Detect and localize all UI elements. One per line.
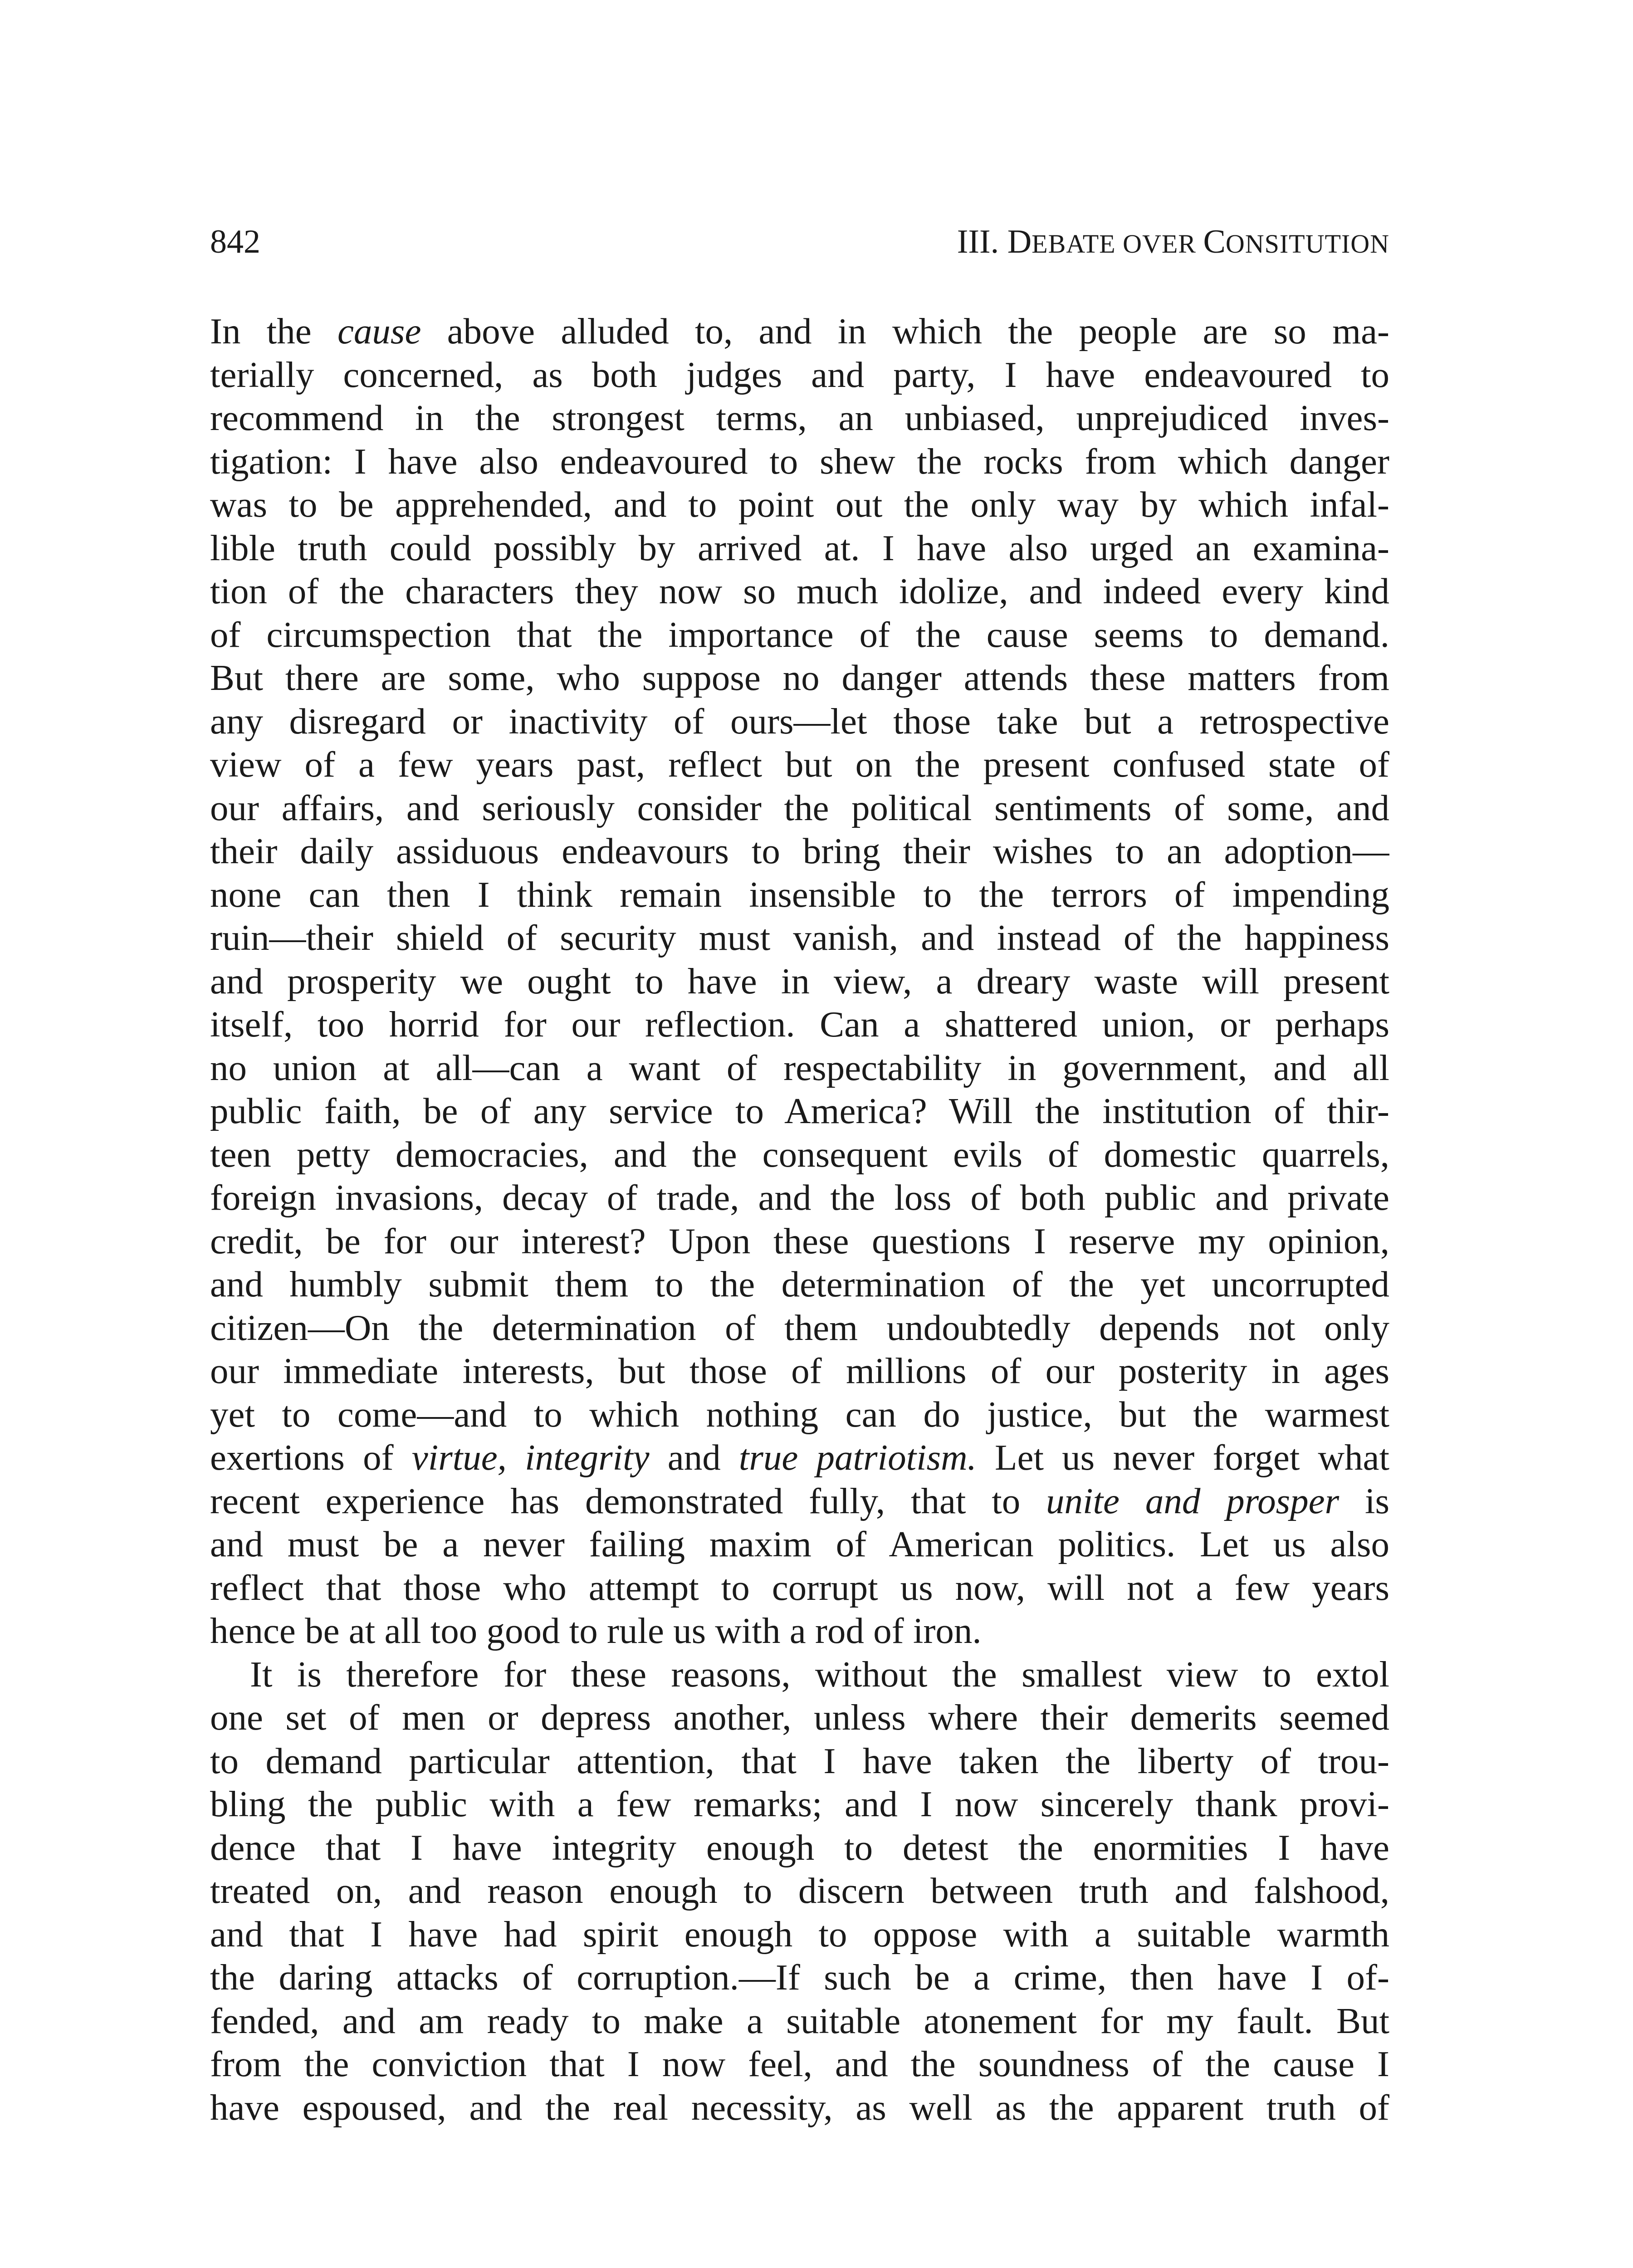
line-text: from the conviction that I now feel, and the soundness of the cause I	[210, 2043, 1389, 2084]
italic-text: unite and prosper	[1046, 1480, 1340, 1521]
line-text: citizen—On the determination of them undoubtedly depends not only	[210, 1307, 1389, 1348]
text-line	[210, 1436, 1389, 1480]
line-text: none can then I think remain insensible to the terrors of impending	[210, 874, 1389, 915]
text-line	[210, 960, 1389, 1003]
line-text: was to be apprehended, and to point out the only way by which infal-	[210, 484, 1389, 525]
line-text: tigation: I have also endeavoured to shew the rocks from which danger	[210, 440, 1389, 482]
text-line	[210, 1263, 1389, 1306]
text-line	[210, 830, 1389, 873]
line-text: credit, be for our interest? Upon these questions I reserve my opinion,	[210, 1220, 1389, 1261]
text-line	[210, 656, 1389, 700]
line-text: their daily assiduous endeavours to bring their wishes to an adoption—	[210, 831, 1389, 871]
line-text: treated on, and reason enough to discern between truth and falshood,	[210, 1870, 1389, 1911]
line-text: one set of men or depress another, unless where their demerits seemed	[210, 1697, 1389, 1738]
text-line	[210, 440, 1389, 484]
line-text: bling the public with a few remarks; and I now sincerely thank provi-	[210, 1784, 1389, 1824]
line-text: terially concerned, as both judges and party, I have endeavoured to	[210, 354, 1389, 395]
text-line	[210, 1783, 1389, 1826]
line-text: our affairs, and seriously consider the political sentiments of some, and	[210, 787, 1389, 828]
line-text: fended, and am ready to make a suitable atonement for my fault. But	[210, 2000, 1389, 2041]
line-text: is	[1339, 1480, 1389, 1521]
text-line	[210, 396, 1389, 440]
line-text: view of a few years past, reflect but on the present confused state of	[210, 744, 1389, 785]
text-line	[210, 787, 1389, 830]
page-header	[210, 219, 1389, 264]
text-line	[210, 1609, 1389, 1653]
line-text: ruin—their shield of security must vanish, and instead of the happiness	[210, 917, 1389, 958]
line-text: recommend in the strongest terms, an unbiased, unprejudiced inves-	[210, 397, 1389, 438]
body-text	[210, 310, 1389, 2129]
text-line	[210, 2086, 1389, 2130]
text-line	[210, 1523, 1389, 1566]
line-text: and humbly submit them to the determination of the yet uncorrupted	[210, 1264, 1389, 1305]
line-text: reflect that those who attempt to corrupt us now, will not a few years	[210, 1567, 1389, 1608]
text-line	[210, 1740, 1389, 1783]
line-text: hence be at all too good to rule us with a rod of iron.	[210, 1610, 982, 1651]
text-line	[210, 1306, 1389, 1350]
text-line	[210, 483, 1389, 527]
text-line	[210, 1046, 1389, 1090]
text-line	[210, 1696, 1389, 1740]
line-text: have espoused, and the real necessity, as well as the apparent truth of	[210, 2087, 1389, 2128]
line-text: exertions of	[210, 1437, 412, 1478]
text-line	[210, 1999, 1389, 2043]
text-line	[210, 873, 1389, 917]
text-line	[210, 1220, 1389, 1263]
line-text: recent experience has demonstrated fully, that to	[210, 1480, 1046, 1521]
text-line	[210, 1349, 1389, 1393]
line-text: our immediate interests, but those of millions of our posterity in ages	[210, 1350, 1389, 1391]
italic-text: true patriotism.	[738, 1437, 977, 1478]
line-text: and must be a never failing maxim of American politics. Let us also	[210, 1524, 1389, 1564]
line-text: no union at all—can a want of respectability in government, and all	[210, 1047, 1389, 1088]
text-line	[210, 1003, 1389, 1046]
text-line	[210, 1133, 1389, 1177]
text-line	[210, 613, 1389, 657]
line-text: any disregard or inactivity of ours—let those take but a retrospective	[210, 700, 1389, 742]
text-line	[210, 570, 1389, 613]
text-line	[210, 916, 1389, 960]
text-line	[210, 1869, 1389, 1913]
text-line	[210, 1826, 1389, 1870]
line-text: itself, too horrid for our reflection. Can a shattered union, or perhaps	[210, 1004, 1389, 1045]
text-line	[210, 1393, 1389, 1437]
line-text: dence that I have integrity enough to detest the enormities I have	[210, 1827, 1389, 1868]
line-text: foreign invasions, decay of trade, and the loss of both public and private	[210, 1177, 1389, 1218]
line-text: But there are some, who suppose no danger attends these matters from	[210, 657, 1389, 698]
text-line	[210, 700, 1389, 743]
text-line	[210, 353, 1389, 397]
text-line	[210, 1480, 1389, 1523]
text-line	[210, 1176, 1389, 1220]
page-number: 842	[210, 223, 260, 260]
text-line	[210, 1090, 1389, 1133]
text-line	[210, 310, 1389, 353]
text-line	[210, 1956, 1389, 1999]
running-head: III. DEBATE OVER CONSITUTION	[957, 223, 1389, 260]
text-line	[210, 1913, 1389, 1956]
text-line	[210, 527, 1389, 570]
line-text: and that I have had spirit enough to oppose with a suitable warmth	[210, 1913, 1389, 1955]
line-text: to demand particular attention, that I have taken the liberty of trou-	[210, 1740, 1389, 1781]
line-text: of circumspection that the importance of the cause seems to demand.	[210, 614, 1389, 655]
line-text: the daring attacks of corruption.—If such be a crime, then have I of-	[210, 1957, 1389, 1998]
line-text: above alluded to, and in which the people are so ma-	[421, 311, 1389, 352]
line-text: tion of the characters they now so much idolize, and indeed every kind	[210, 571, 1389, 611]
italic-text: cause	[337, 311, 421, 352]
text-line	[210, 743, 1389, 787]
line-text: lible truth could possibly by arrived at. I have also urged an examina-	[210, 527, 1389, 568]
italic-text: virtue, integrity	[411, 1437, 650, 1478]
text-line	[210, 2043, 1389, 2086]
line-text: Let us never forget what	[976, 1437, 1389, 1478]
text-line	[210, 1566, 1389, 1610]
line-text: public faith, be of any service to America? Will the institution of thir-	[210, 1090, 1389, 1131]
line-text: In the	[210, 311, 337, 352]
line-text: and prosperity we ought to have in view, a dreary waste will present	[210, 960, 1389, 1002]
line-text: yet to come—and to which nothing can do justice, but the warmest	[210, 1393, 1389, 1435]
text-line	[210, 1653, 1389, 1696]
line-text: teen petty democracies, and the consequent evils of domestic quarrels,	[210, 1134, 1389, 1175]
line-text: It is therefore for these reasons, without the smallest view to extol	[250, 1653, 1389, 1695]
line-text: and	[649, 1437, 739, 1478]
